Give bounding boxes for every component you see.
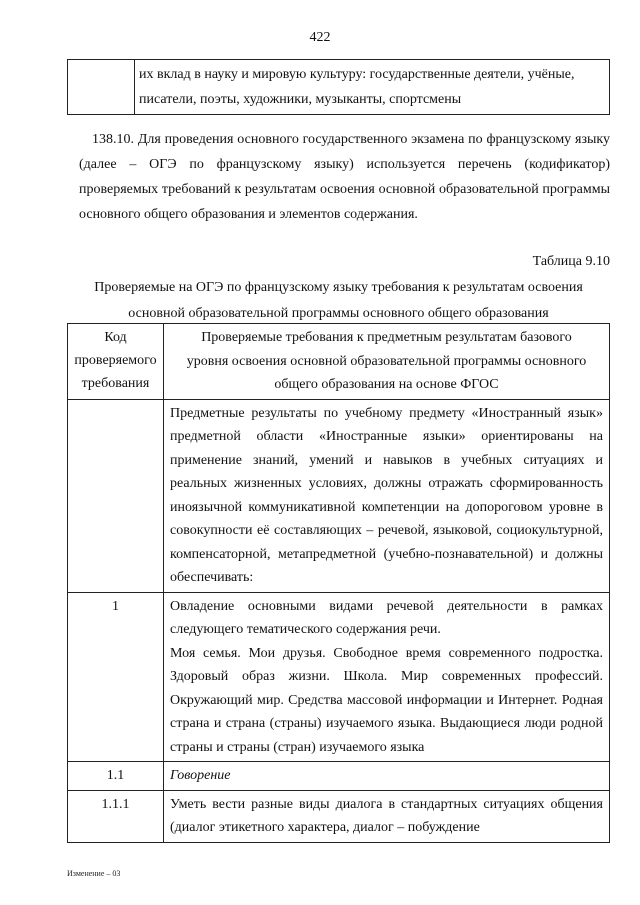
header-line: Код <box>104 330 127 345</box>
header-line: уровня освоения основной образовательной программы основного <box>186 353 587 369</box>
table-cell-code <box>68 60 135 115</box>
table-cell-line: писатели, поэты, художники, музыканты, спортсмены <box>139 92 462 107</box>
code-cell <box>68 399 164 592</box>
body-paragraph <box>79 127 610 227</box>
requirement-cell: Уметь вести разные виды диалога в стандартных ситуациях общения (диалог этикетного характера, диалог – побуждение <box>164 790 610 842</box>
table-label: Таблица 9.10 <box>532 254 610 269</box>
requirement-cell: Говорение <box>164 762 610 791</box>
requirements-table <box>67 323 610 843</box>
table-cell-line: их вклад в науку и мировую культуру: государственные деятели, учёные, <box>139 67 575 82</box>
table-title-line: основной образовательной программы основного общего образования <box>128 306 549 321</box>
header-line: Проверяемые требования к предметным результатам базового <box>201 330 572 345</box>
table-row <box>68 60 610 115</box>
page-number: 422 <box>309 30 331 45</box>
table-cell-text <box>135 60 610 115</box>
header-line: проверяемого <box>74 353 157 368</box>
footer-revision: Изменение – 03 <box>67 869 121 878</box>
table-title-line: Проверяемые на ОГЭ по французскому языку требования к результатам освоения <box>94 280 583 295</box>
table-row <box>68 790 610 842</box>
paragraph-text: 138.10. Для проведения основного государственного экзамена по французскому языку (далее – ОГЭ по французскому языку) используется перечень (кодификатор) проверяемых требований к результатам освоения основной образовательной программы основного общего образования и элементов содержания. <box>79 132 610 222</box>
table-row <box>68 762 610 791</box>
header-line: общего образования на основе ФГОС <box>274 377 499 392</box>
requirement-text: Овладение основными видами речевой деятельности в рамках следующего тематического содержания речи. <box>170 598 603 637</box>
code-cell: 1.1 <box>68 762 164 791</box>
code-cell: 1.1.1 <box>68 790 164 842</box>
requirement-topics: Моя семья. Мои друзья. Свободное время современного подростка. Здоровый образ жизни. Школа. Мир современных профессий. Окружающий мир. Средства массовой информации и Интернет. Родная страна и страна (страны) изучаемого языка. Выдающиеся люди родной страны и страны (стран) изучаемого языка <box>170 645 603 755</box>
requirement-cell: Предметные результаты по учебному предмету «Иностранный язык» предметной области «Иностранные языки» ориентированы на применение знаний, умений и навыков в учебных ситуациях и реальных жизненных условиях, должны отражать сформированность иноязычной коммуникативной компетенции на допороговом уровне в совокупности её составляющих – речевой, языковой, социокультурной, компенсаторной, метапредметной (учебно-познавательной) и должны обеспечивать: <box>164 399 610 592</box>
table-title <box>67 275 610 327</box>
continuation-table <box>67 59 610 115</box>
header-line: требования <box>81 376 150 391</box>
table-header-row <box>68 324 610 400</box>
header-code-cell <box>68 324 164 400</box>
code-cell: 1 <box>68 592 164 762</box>
header-requirements-cell <box>164 324 610 400</box>
requirement-cell <box>164 592 610 762</box>
table-row <box>68 399 610 592</box>
table-row <box>68 592 610 762</box>
